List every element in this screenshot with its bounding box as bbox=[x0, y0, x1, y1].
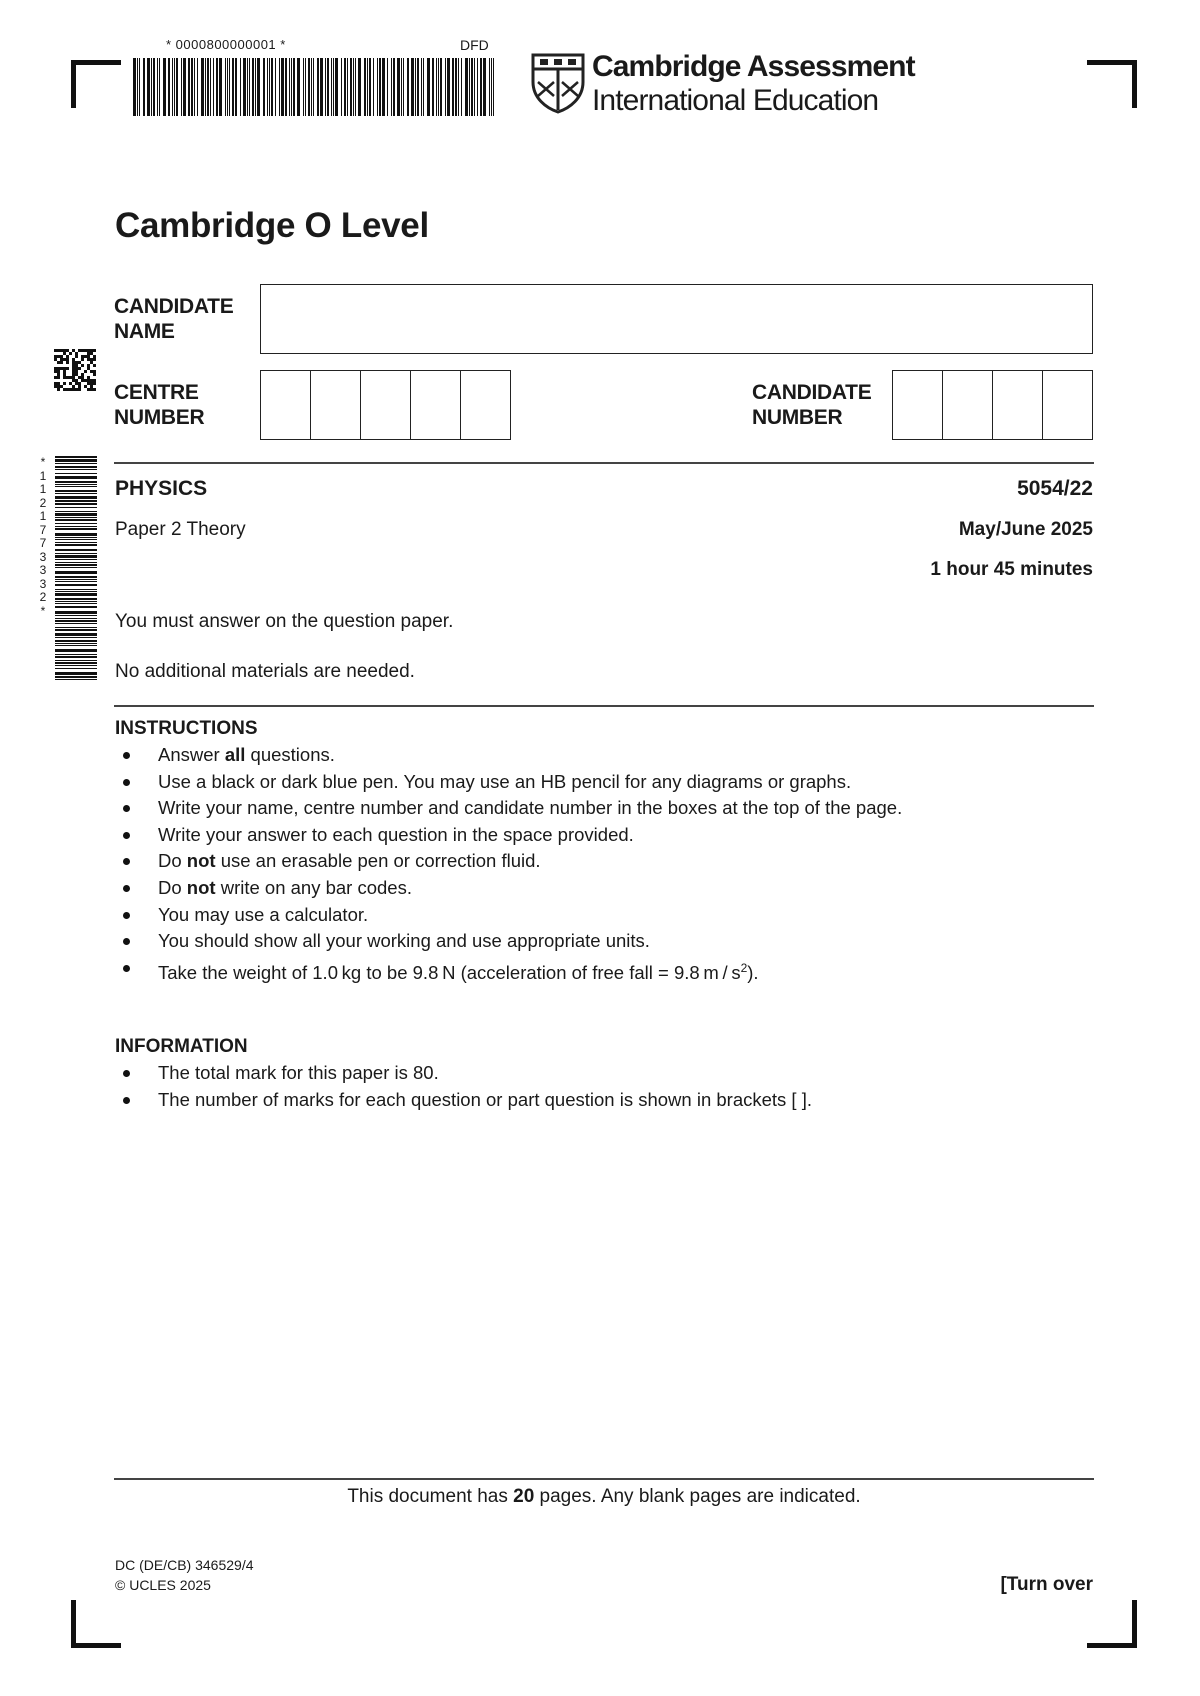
page-count-note: This document has 20 pages. Any blank pages are indicated. bbox=[347, 1486, 861, 1507]
side-barcode-bar bbox=[55, 606, 97, 608]
barcode-bar bbox=[333, 58, 334, 116]
side-barcode-bar bbox=[55, 481, 97, 483]
instruction-item: Use a black or dark blue pen. You may use an HB pencil for any diagrams or graphs. bbox=[115, 769, 1095, 796]
candidate-number-divider bbox=[992, 371, 993, 439]
barcode-bar bbox=[151, 58, 152, 116]
brand-line-1: Cambridge Assessment bbox=[592, 50, 915, 83]
crop-mark-top-right-v bbox=[1132, 60, 1137, 108]
qr-cell bbox=[57, 376, 60, 379]
barcode-bar bbox=[379, 58, 381, 116]
barcode-bar bbox=[153, 58, 155, 116]
barcode-bar bbox=[133, 58, 136, 116]
side-barcode-bar bbox=[55, 553, 97, 554]
barcode-bar bbox=[452, 58, 454, 116]
barcode-bar bbox=[216, 58, 218, 116]
side-barcode-bar bbox=[55, 654, 97, 655]
barcode-bar bbox=[427, 58, 430, 116]
side-barcode-bar bbox=[55, 643, 97, 644]
barcode-bar bbox=[341, 58, 342, 116]
instructions-heading: INSTRUCTIONS bbox=[115, 718, 258, 739]
qr-cell bbox=[75, 355, 78, 358]
side-barcode bbox=[55, 456, 97, 684]
side-barcode-bar bbox=[55, 503, 97, 505]
side-barcode-bar bbox=[55, 581, 97, 582]
barcode-bar bbox=[172, 58, 173, 116]
brand-line-2: International Education bbox=[592, 84, 879, 117]
barcode-bar bbox=[257, 58, 260, 116]
barcode-bar bbox=[176, 58, 178, 116]
side-barcode-bar bbox=[55, 544, 97, 546]
barcode-bar bbox=[291, 58, 292, 116]
side-barcode-bar bbox=[55, 637, 97, 638]
barcode-bar bbox=[401, 58, 402, 116]
barcode-bar bbox=[139, 58, 140, 116]
side-barcode-bar bbox=[55, 660, 97, 661]
side-barcode-bar bbox=[55, 513, 97, 516]
barcode-bar bbox=[235, 58, 237, 116]
barcode-bar bbox=[331, 58, 332, 116]
barcode-bar bbox=[477, 58, 478, 116]
candidate-number-field[interactable] bbox=[892, 370, 1093, 440]
barcode-bar bbox=[293, 58, 295, 116]
side-barcode-bar bbox=[55, 542, 97, 543]
side-barcode-bar bbox=[55, 615, 97, 616]
barcode-bar bbox=[344, 58, 346, 116]
qr-cell bbox=[69, 352, 72, 355]
barcode-bar bbox=[432, 58, 434, 116]
barcode-bar bbox=[382, 58, 385, 116]
side-barcode-number: * 1 1 2 1 7 7 3 3 3 2 * bbox=[39, 455, 47, 618]
side-barcode-bar bbox=[55, 665, 97, 666]
barcode-bar bbox=[240, 58, 241, 116]
barcode-bar bbox=[311, 58, 312, 116]
barcode-bar bbox=[327, 58, 329, 116]
candidate-number-label: CANDIDATE NUMBER bbox=[752, 381, 872, 429]
side-barcode-bar bbox=[55, 526, 97, 527]
instruction-item: You may use a calculator. bbox=[115, 902, 1095, 929]
side-barcode-bar bbox=[55, 549, 97, 551]
barcode-bar bbox=[474, 58, 475, 116]
barcode-bar bbox=[491, 58, 492, 116]
turn-over-note: [Turn over bbox=[1000, 1574, 1093, 1595]
barcode-bar bbox=[225, 58, 226, 116]
barcode-bar bbox=[455, 58, 457, 116]
barcode-bar bbox=[347, 58, 348, 116]
side-barcode-bar bbox=[55, 490, 97, 492]
barcode-bar bbox=[393, 58, 395, 116]
barcode-bar bbox=[247, 58, 248, 116]
centre-number-divider bbox=[360, 371, 361, 439]
qr-cell bbox=[81, 364, 84, 367]
side-barcode-bar bbox=[55, 559, 97, 560]
side-barcode-bar bbox=[55, 623, 97, 624]
barcode-bar bbox=[367, 58, 368, 116]
side-barcode-bar bbox=[55, 523, 97, 524]
instruction-item: You should show all your working and use appropriate units. bbox=[115, 928, 1095, 955]
barcode-bar bbox=[445, 58, 446, 116]
candidate-name-field[interactable] bbox=[260, 284, 1093, 354]
qr-cell bbox=[60, 361, 63, 364]
instruction-item: Take the weight of 1.0 kg to be 9.8 N (acceleration of free fall = 9.8 m / $s^2$). bbox=[115, 955, 1095, 987]
side-barcode-bar bbox=[55, 591, 97, 592]
side-barcode-bar bbox=[55, 519, 97, 521]
information-item: The total mark for this paper is 80. bbox=[115, 1060, 1095, 1087]
side-barcode-bar bbox=[55, 562, 97, 563]
barcode-bar bbox=[297, 58, 300, 116]
barcode-bar bbox=[469, 58, 470, 116]
side-barcode-bar bbox=[55, 649, 97, 652]
crop-mark-bottom-left-v bbox=[71, 1600, 76, 1648]
side-barcode-bar bbox=[55, 456, 97, 458]
barcode-bar bbox=[267, 58, 268, 116]
subject-title: PHYSICS bbox=[115, 477, 208, 500]
barcode-bar bbox=[403, 58, 404, 116]
barcode-bar bbox=[289, 58, 290, 116]
qr-cell bbox=[84, 370, 87, 373]
side-barcode-bar bbox=[55, 463, 97, 464]
barcode-bar bbox=[219, 58, 222, 116]
barcode-bar bbox=[285, 58, 287, 116]
instructions-rule bbox=[114, 705, 1094, 707]
top-barcode bbox=[133, 58, 499, 116]
barcode-bar bbox=[137, 58, 138, 116]
qr-cell bbox=[93, 382, 96, 385]
side-barcode-bar bbox=[55, 620, 97, 622]
side-barcode-bar bbox=[55, 662, 97, 664]
barcode-bar bbox=[210, 58, 211, 116]
barcode-bar bbox=[197, 58, 198, 116]
side-barcode-bar bbox=[55, 656, 97, 658]
barcode-bar bbox=[188, 58, 190, 116]
barcode-bar bbox=[205, 58, 206, 116]
centre-number-divider bbox=[310, 371, 311, 439]
side-barcode-bar bbox=[55, 601, 97, 602]
side-barcode-bar bbox=[55, 511, 97, 512]
barcode-bar bbox=[249, 58, 250, 116]
side-barcode-bar bbox=[55, 598, 97, 600]
instructions-list bbox=[115, 742, 1095, 987]
barcode-bar bbox=[168, 58, 170, 116]
barcode-bar bbox=[355, 58, 356, 116]
side-barcode-bar bbox=[55, 571, 97, 574]
side-barcode-bar bbox=[55, 555, 97, 558]
instruction-item: Do not write on any bar codes. bbox=[115, 875, 1095, 902]
side-barcode-bar bbox=[55, 676, 97, 678]
side-barcode-bar bbox=[55, 517, 97, 518]
barcode-bar bbox=[303, 58, 304, 116]
qr-cell bbox=[93, 373, 96, 376]
barcode-bar bbox=[305, 58, 306, 116]
barcode-bar bbox=[213, 58, 214, 116]
side-barcode-bar bbox=[55, 579, 97, 580]
barcode-bar bbox=[279, 58, 280, 116]
barcode-bar bbox=[308, 58, 310, 116]
side-barcode-bar bbox=[55, 528, 97, 530]
barcode-bar bbox=[183, 58, 186, 116]
barcode-bar bbox=[369, 58, 371, 116]
barcode-bar bbox=[465, 58, 468, 116]
side-barcode-bar bbox=[55, 679, 97, 680]
side-barcode-bar bbox=[55, 627, 97, 628]
barcode-bar bbox=[232, 58, 234, 116]
side-barcode-bar bbox=[55, 469, 97, 470]
barcode-bar bbox=[471, 58, 473, 116]
paper-name: Paper 2 Theory bbox=[115, 519, 246, 540]
qr-cell bbox=[66, 361, 69, 364]
qr-cell bbox=[93, 364, 96, 367]
materials-note: No additional materials are needed. bbox=[115, 661, 415, 682]
side-barcode-bar bbox=[55, 633, 97, 636]
side-barcode-bar bbox=[55, 576, 97, 578]
barcode-bar bbox=[364, 58, 366, 116]
barcode-bar bbox=[281, 58, 284, 116]
barcode-bar bbox=[489, 58, 490, 116]
barcode-bar bbox=[461, 58, 462, 116]
exam-session: May/June 2025 bbox=[958, 519, 1093, 540]
barcode-bar bbox=[438, 58, 439, 116]
exam-level-title: Cambridge O Level bbox=[115, 206, 429, 245]
footer-rule bbox=[114, 1478, 1094, 1480]
qr-cell bbox=[93, 349, 96, 352]
exam-duration: 1 hour 45 minutes bbox=[930, 559, 1093, 580]
side-barcode-bar bbox=[55, 459, 97, 462]
barcode-bar bbox=[201, 58, 204, 116]
information-item: The number of marks for each question or part question is shown in brackets [ ]. bbox=[115, 1087, 1095, 1114]
barcode-bar bbox=[411, 58, 414, 116]
barcode-bar bbox=[350, 58, 352, 116]
side-barcode-bar bbox=[55, 466, 97, 468]
barcode-bar bbox=[263, 58, 265, 116]
side-barcode-bar bbox=[55, 603, 97, 604]
header-rule bbox=[114, 462, 1094, 464]
side-barcode-bar bbox=[55, 473, 97, 474]
barcode-bar bbox=[159, 58, 160, 116]
side-barcode-bar bbox=[55, 629, 97, 631]
barcode-bar bbox=[397, 58, 400, 116]
qr-cell bbox=[57, 388, 60, 391]
crop-mark-top-left-h bbox=[71, 60, 121, 65]
side-barcode-bar bbox=[55, 533, 97, 536]
paper-code: 5054/22 bbox=[1017, 477, 1093, 500]
centre-number-divider bbox=[410, 371, 411, 439]
crop-mark-bottom-right-h bbox=[1087, 1643, 1137, 1648]
barcode-bar bbox=[353, 58, 354, 116]
barcode-bar bbox=[229, 58, 230, 116]
side-barcode-bar bbox=[55, 564, 97, 566]
side-barcode-bar bbox=[55, 500, 97, 502]
barcode-bar bbox=[194, 58, 195, 116]
barcode-bar bbox=[269, 58, 270, 116]
side-barcode-bar bbox=[55, 593, 97, 596]
instruction-item: Write your name, centre number and candidate number in the boxes at the top of the page. bbox=[115, 795, 1095, 822]
barcode-bar bbox=[423, 58, 424, 116]
barcode-bar bbox=[255, 58, 256, 116]
barcode-bar bbox=[252, 58, 254, 116]
barcode-bar bbox=[447, 58, 450, 116]
barcode-code: DFD bbox=[460, 37, 489, 53]
qr-cell bbox=[78, 367, 81, 370]
barcode-bar bbox=[391, 58, 392, 116]
side-barcode-bar bbox=[55, 584, 97, 586]
barcode-bar bbox=[493, 58, 494, 116]
information-heading: INFORMATION bbox=[115, 1036, 248, 1057]
barcode-bar bbox=[181, 58, 182, 116]
barcode-bar bbox=[436, 58, 437, 116]
cambridge-shield-icon bbox=[530, 52, 586, 114]
crop-mark-top-left-v bbox=[71, 60, 76, 108]
side-barcode-bar bbox=[55, 493, 97, 494]
side-barcode-bar bbox=[55, 484, 97, 485]
barcode-bar bbox=[325, 58, 326, 116]
barcode-bar bbox=[407, 58, 409, 116]
crop-mark-bottom-right-v bbox=[1132, 1600, 1137, 1648]
barcode-bar bbox=[387, 58, 388, 116]
centre-number-divider bbox=[460, 371, 461, 439]
side-barcode-bar bbox=[55, 672, 97, 675]
barcode-bar bbox=[227, 58, 228, 116]
barcode-bar bbox=[417, 58, 419, 116]
side-barcode-bar bbox=[55, 496, 97, 499]
barcode-bar bbox=[335, 58, 338, 116]
side-barcode-bar bbox=[55, 486, 97, 487]
barcode-bar bbox=[163, 58, 166, 116]
barcode-bar bbox=[143, 58, 145, 116]
answer-note: You must answer on the question paper. bbox=[115, 611, 454, 632]
barcode-bar bbox=[358, 58, 361, 116]
qr-cell bbox=[93, 388, 96, 391]
side-barcode-bar bbox=[55, 640, 97, 642]
barcode-bar bbox=[421, 58, 422, 116]
qr-cell bbox=[93, 358, 96, 361]
side-barcode-bar bbox=[55, 539, 97, 540]
barcode-bar bbox=[157, 58, 158, 116]
qr-cell bbox=[81, 358, 84, 361]
barcode-bar bbox=[440, 58, 442, 116]
barcode-bar bbox=[191, 58, 193, 116]
barcode-bar bbox=[415, 58, 416, 116]
barcode-bar bbox=[275, 58, 276, 116]
barcode-bar bbox=[271, 58, 273, 116]
candidate-number-divider bbox=[942, 371, 943, 439]
qr-cell bbox=[66, 367, 69, 370]
centre-number-label: CENTRE NUMBER bbox=[114, 381, 205, 429]
copyright-notice: © UCLES 2025 bbox=[115, 1577, 211, 1593]
barcode-bar bbox=[174, 58, 175, 116]
side-barcode-bar bbox=[55, 645, 97, 646]
instruction-item: Answer all questions. bbox=[115, 742, 1095, 769]
barcode-bar bbox=[480, 58, 482, 116]
barcode-bar bbox=[377, 58, 378, 116]
candidate-number-divider bbox=[1042, 371, 1043, 439]
barcode-bar bbox=[458, 58, 459, 116]
instruction-item: Do not use an erasable pen or correction fluid. bbox=[115, 848, 1095, 875]
crop-mark-top-right-h bbox=[1087, 60, 1137, 65]
qr-cell bbox=[63, 382, 66, 385]
document-reference: DC (DE/CB) 346529/4 bbox=[115, 1557, 254, 1573]
side-barcode-bar bbox=[55, 567, 97, 568]
side-barcode-bar bbox=[55, 476, 97, 479]
barcode-bar bbox=[483, 58, 486, 116]
barcode-number: * 0000800000001 * bbox=[166, 37, 286, 52]
side-barcode-bar bbox=[55, 668, 97, 669]
side-barcode-bar bbox=[55, 537, 97, 538]
barcode-bar bbox=[147, 58, 150, 116]
candidate-name-label: CANDIDATE NAME bbox=[114, 295, 234, 343]
side-barcode-bar bbox=[55, 611, 97, 614]
barcode-bar bbox=[320, 58, 323, 116]
crop-mark-bottom-left-h bbox=[71, 1643, 121, 1648]
qr-cell bbox=[78, 388, 81, 391]
centre-number-field[interactable] bbox=[260, 370, 511, 440]
qr-code bbox=[54, 349, 96, 391]
barcode-bar bbox=[313, 58, 314, 116]
instruction-item: Write your answer to each question in the space provided. bbox=[115, 822, 1095, 849]
side-barcode-bar bbox=[55, 618, 97, 619]
barcode-bar bbox=[207, 58, 209, 116]
side-barcode-bar bbox=[55, 507, 97, 508]
barcode-bar bbox=[243, 58, 246, 116]
barcode-bar bbox=[373, 58, 374, 116]
barcode-bar bbox=[317, 58, 319, 116]
side-barcode-bar bbox=[55, 589, 97, 590]
information-list bbox=[115, 1060, 1095, 1113]
